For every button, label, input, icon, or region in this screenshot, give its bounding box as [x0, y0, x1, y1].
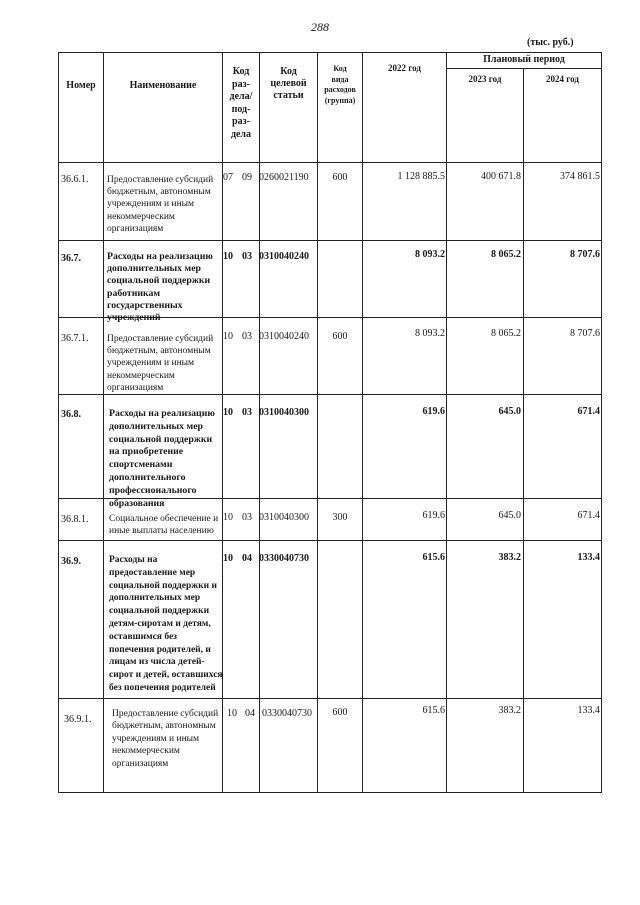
row-section: 10: [223, 331, 233, 342]
grid-line: [58, 52, 602, 53]
grid-line: [58, 52, 59, 792]
header-year-2023: 2023 год: [468, 74, 502, 84]
header-planned-period: Плановый период: [483, 54, 565, 65]
row-amount-2022: 615.6: [422, 552, 445, 563]
unit-label: (тыс. руб.): [527, 37, 574, 48]
grid-line: [103, 52, 104, 792]
row-amount-2023: 645.0: [498, 406, 521, 417]
grid-line: [58, 792, 602, 793]
row-amount-2024: 133.4: [577, 705, 600, 716]
row-subsection: 03: [242, 407, 252, 418]
row-amount-2023: 8 065.2: [491, 328, 521, 339]
row-section: 10: [223, 251, 233, 262]
row-amount-2022: 1 128 885.5: [397, 171, 445, 182]
row-target-code: 0330040730: [262, 708, 312, 719]
row-amount-2024: 671.4: [577, 406, 600, 417]
row-section: 10: [223, 407, 233, 418]
grid-line: [259, 52, 260, 792]
grid-line: [58, 394, 602, 395]
row-target-code: 0330040730: [259, 553, 309, 564]
row-number: 36.6.1.: [61, 174, 89, 185]
header-name: Наименование: [129, 80, 197, 91]
grid-line: [317, 52, 318, 792]
row-amount-2023: 400 671.8: [481, 171, 521, 182]
header-year-2024: 2024 год: [546, 74, 579, 84]
row-target-code: 0310040240: [259, 331, 309, 342]
row-amount-2022: 615.6: [422, 705, 445, 716]
row-target-code: 0260021190: [259, 172, 309, 183]
header-expense-code: Код вида расходов (группа): [324, 64, 356, 105]
row-subsection: 03: [242, 331, 252, 342]
row-section: 10: [223, 553, 233, 564]
row-amount-2022: 619.6: [422, 406, 445, 417]
row-number: 36.8.: [61, 409, 81, 420]
row-amount-2023: 383.2: [498, 705, 521, 716]
grid-line: [446, 52, 447, 792]
row-number: 36.8.1.: [61, 514, 89, 525]
row-name: Предоставление субсидий бюджетным, автономным учреждениям и иным некоммерческим организациям: [107, 175, 214, 234]
grid-line: [58, 240, 602, 241]
row-subsection: 03: [242, 512, 252, 523]
row-name: Социальное обеспечение и иные выплаты населению: [109, 514, 219, 537]
row-expense-code: 300: [332, 512, 348, 523]
grid-line: [601, 52, 602, 792]
row-number: 36.7.: [61, 253, 81, 264]
row-expense-code: 600: [332, 172, 348, 183]
row-number: 36.7.1.: [61, 333, 89, 344]
row-section: 10: [223, 512, 233, 523]
row-amount-2024: 133.4: [577, 552, 600, 563]
row-amount-2022: 8 093.2: [415, 328, 445, 339]
row-subsection: 09: [242, 172, 252, 183]
row-name: Предоставление субсидий бюджетным, автономным учреждениям и иным некоммерческим организациям: [107, 334, 214, 393]
row-amount-2023: 383.2: [498, 552, 521, 563]
grid-line: [58, 698, 602, 699]
row-expense-code: 600: [332, 331, 348, 342]
row-target-code: 0310040240: [259, 251, 309, 262]
header-target-code: Код целевой статьи: [270, 66, 307, 101]
row-section: 10: [227, 708, 237, 719]
grid-line: [58, 162, 602, 163]
row-amount-2024: 374 861.5: [560, 171, 600, 182]
page-number: 288: [311, 20, 329, 34]
row-number: 36.9.: [61, 556, 81, 567]
row-amount-2024: 671.4: [577, 510, 600, 521]
header-section-code: Код раз- дела/ под- раз- дела: [229, 66, 253, 140]
grid-line: [362, 52, 363, 792]
header-year-2022: 2022 год: [388, 63, 421, 73]
row-amount-2024: 8 707.6: [570, 328, 600, 339]
row-target-code: 0310040300: [259, 407, 309, 418]
row-amount-2023: 645.0: [498, 510, 521, 521]
row-amount-2022: 619.6: [422, 510, 445, 521]
row-subsection: 04: [242, 553, 252, 564]
row-subsection: 04: [245, 708, 255, 719]
grid-line: [58, 540, 602, 541]
row-section: 07: [223, 172, 233, 183]
row-expense-code: 600: [332, 707, 348, 718]
row-name: Предоставление субсидий бюджетным, автономным учреждениям и иным некоммерческим организациям: [112, 709, 219, 769]
budget-table: [58, 52, 602, 792]
row-name: Расходы на реализацию дополнительных мер социальной поддержки работникам государственных учреждений: [107, 251, 213, 324]
row-subsection: 03: [242, 251, 252, 262]
row-name: Расходы на предоставление мер социальной поддержки и дополнительных мер социальной поддержки детям-сиротам и детям, оставшимся без попечения родителей, и лицам из числа детей-сирот и детей, оставшихся без попечения родителей: [109, 555, 223, 693]
row-target-code: 0310040300: [259, 512, 309, 523]
row-amount-2023: 8 065.2: [491, 249, 521, 260]
row-amount-2022: 8 093.2: [415, 249, 445, 260]
row-name: Расходы на реализацию дополнительных мер социальной поддержки на приобретение спортсменами дополнительного профессионального образования: [109, 408, 215, 509]
header-number: Номер: [66, 80, 96, 91]
grid-line: [446, 68, 602, 69]
row-number: 36.9.1.: [64, 714, 92, 725]
row-amount-2024: 8 707.6: [570, 249, 600, 260]
